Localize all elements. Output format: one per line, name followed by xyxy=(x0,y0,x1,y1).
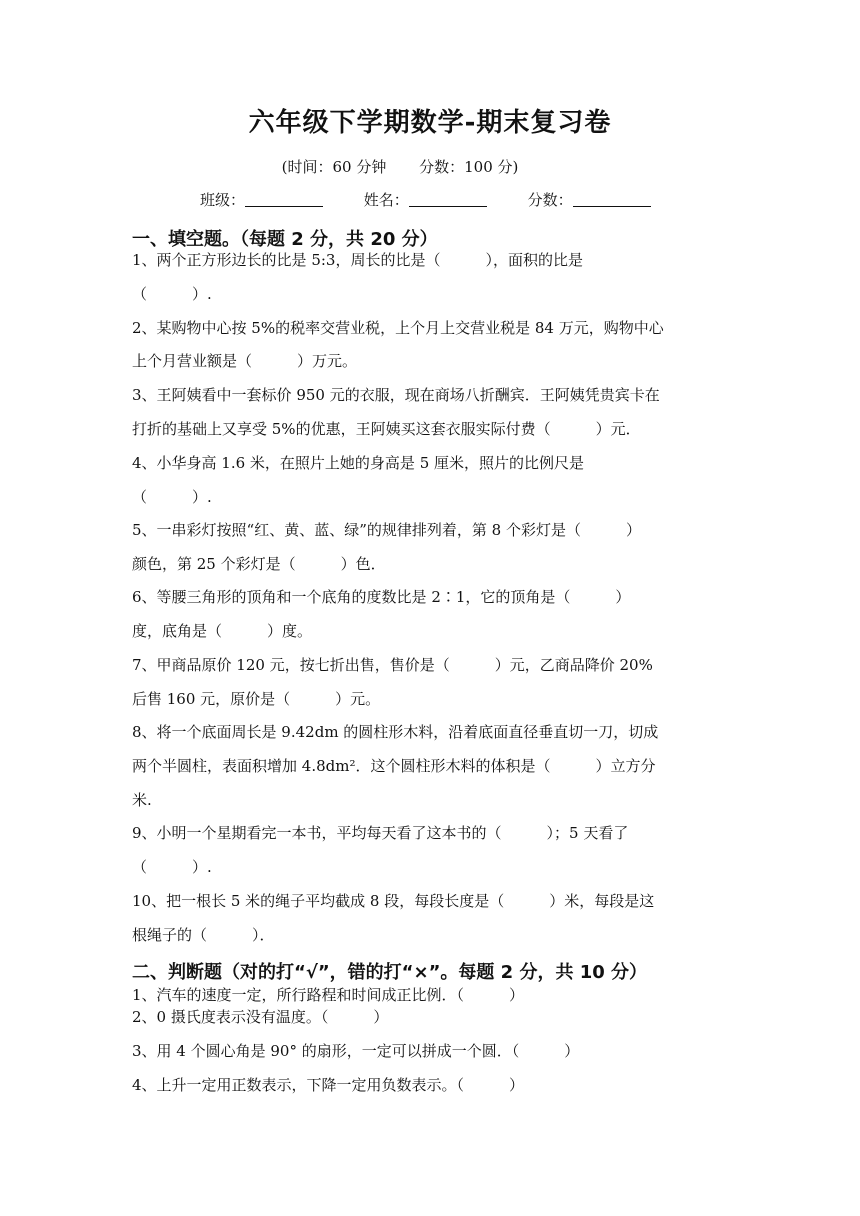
question-line: 9、小明一个星期看完一本书，平均每天看了这本书的（ ）；5 天看了 xyxy=(132,824,629,842)
question-line: 颜色，第 25 个彩灯是（ ）色． xyxy=(132,555,386,573)
question-line: 根绳子的（ ）． xyxy=(132,926,275,944)
student-info xyxy=(200,189,687,210)
question-line: 7、甲商品原价 120 元，按七折出售，售价是（ ）元，乙商品降价 20% xyxy=(132,656,653,674)
question-line: 打折的基础上又享受 5%的优惠，王阿姨买这套衣服实际付费（ ）元． xyxy=(132,420,641,438)
section1-heading: 一、填空题。（每题 2 分，共 20 分） xyxy=(132,229,438,250)
question-line: （ ）. xyxy=(132,858,212,876)
question-line: 4、小华身高 1.6 米，在照片上她的身高是 5 厘米，照片的比例尺是 xyxy=(132,454,585,472)
score-info: 分数：100 分) xyxy=(419,158,519,176)
question-line: 3、用 4 个圆心角是 90° 的扇形，一定可以拼成一个圆．（ ） xyxy=(132,1042,580,1060)
question-line: 2、0 摄氏度表示没有温度。（ ） xyxy=(132,1008,389,1026)
time-info: (时间：60 分钟 xyxy=(281,158,387,176)
class-blank xyxy=(245,192,323,207)
question-line: 米. xyxy=(132,791,152,809)
section2-heading: 二、判断题（对的打“√”，错的打“×”。每题 2 分，共 10 分） xyxy=(132,962,648,983)
question-line: 10、把一根长 5 米的绳子平均截成 8 段，每段长度是（ ）米，每段是这 xyxy=(132,892,655,910)
exam-subtitle xyxy=(0,156,800,177)
page-title: 六年级下学期数学-期末复习卷 xyxy=(248,108,612,138)
question-line: （ ）. xyxy=(132,285,212,303)
question-line: 3、王阿姨看中一套标价 950 元的衣服，现在商场八折酬宾．王阿姨凭贵宾卡在 xyxy=(132,386,660,404)
question-line: 6、等腰三角形的顶角和一个底角的度数比是 2∶1，它的顶角是（ ） xyxy=(132,588,631,606)
question-line: 4、上升一定用正数表示，下降一定用负数表示。（ ） xyxy=(132,1076,525,1094)
score-label: 分数： xyxy=(527,191,573,209)
question-line: （ ）. xyxy=(132,488,212,506)
name-label: 姓名： xyxy=(363,191,409,209)
question-line: 2、某购物中心按 5%的税率交营业税，上个月上交营业税是 84 万元，购物中心 xyxy=(132,319,664,337)
name-blank xyxy=(409,192,487,207)
question-line: 8、将一个底面周长是 9.42dm 的圆柱形木料，沿着底面直径垂直切一刀，切成 xyxy=(132,723,659,741)
question-line: 两个半圆柱，表面积增加 4.8dm²．这个圆柱形木料的体积是（ ）立方分 xyxy=(132,757,656,775)
question-line: 上个月营业额是（ ）万元。 xyxy=(132,352,358,370)
question-line: 1、两个正方形边长的比是 5:3，周长的比是（ ），面积的比是 xyxy=(132,251,583,269)
class-label: 班级： xyxy=(200,191,246,209)
question-line: 5、一串彩灯按照“红、黄、蓝、绿”的规律排列着，第 8 个彩灯是（ ） xyxy=(132,521,641,539)
question-line: 1、汽车的速度一定，所行路程和时间成正比例．（ ） xyxy=(132,986,525,1004)
question-line: 度，底角是（ ）度。 xyxy=(132,622,313,640)
score-blank xyxy=(573,192,651,207)
question-line: 后售 160 元，原价是（ ）元。 xyxy=(132,690,381,708)
